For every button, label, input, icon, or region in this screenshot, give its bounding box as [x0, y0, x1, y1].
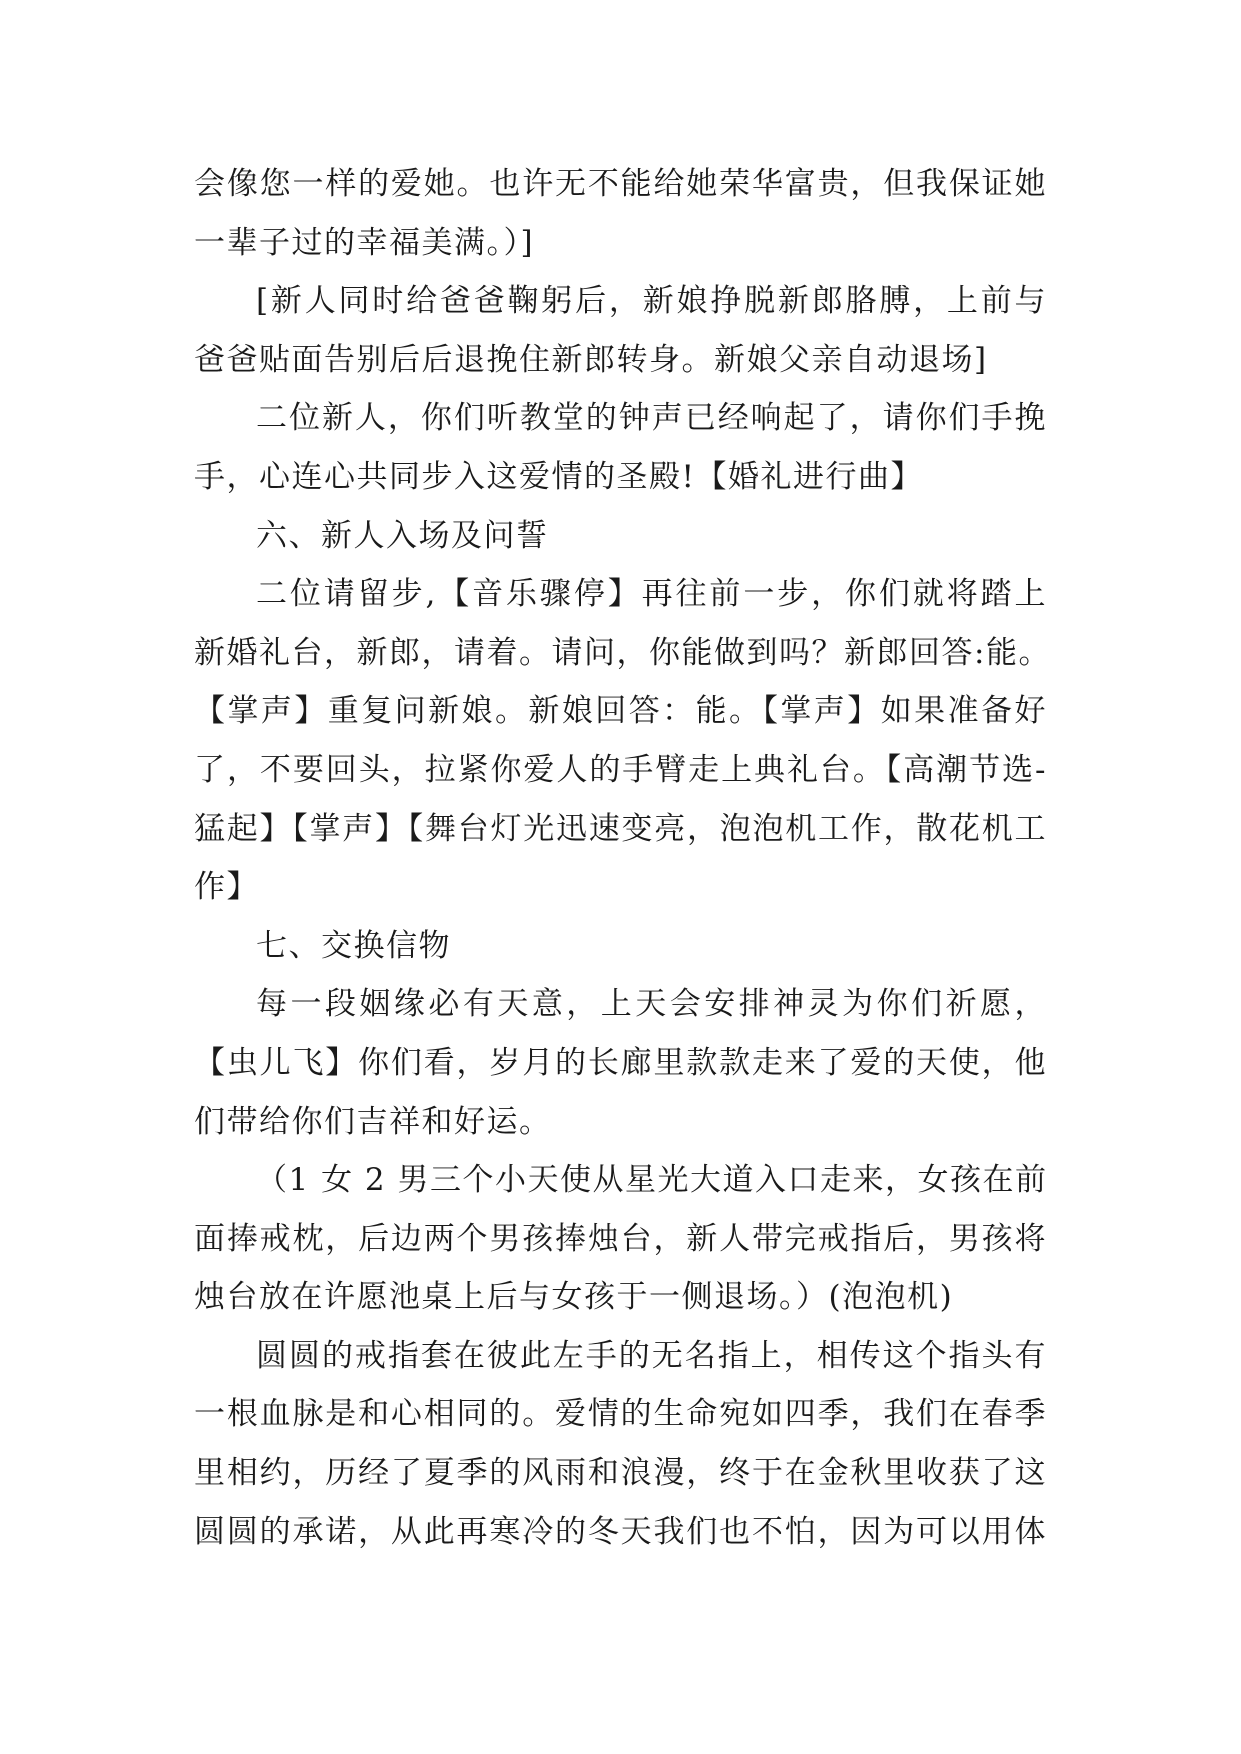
- text-line: 会像您一样的爱她。也许无不能给她荣华富贵，但我保证她: [194, 166, 1047, 202]
- text-line: 猛起】【掌声】【舞台灯光迅速变亮，泡泡机工作，散花机工: [194, 810, 1047, 847]
- text-line: 六、新人入场及问誓: [256, 517, 549, 554]
- text-line: 手，心连心共同步入这爱情的圣殿!【婚礼进行曲】: [194, 458, 923, 495]
- text-line: 们带给你们吉祥和好运。: [194, 1103, 552, 1140]
- text-line: 一根血脉是和心相同的。爱情的生命宛如四季，我们在春季: [194, 1396, 1047, 1433]
- text-line: 【掌声】重复问新娘。新娘回答：能。【掌声】如果准备好: [194, 693, 1047, 730]
- text-line: 二位请留步,【音乐骤停】再往前一步，你们就将踏上: [256, 576, 1047, 613]
- text-line: 七、交换信物: [256, 927, 451, 964]
- text-line: 圆圆的戒指套在彼此左手的无名指上，相传这个指头有: [256, 1337, 1047, 1374]
- text-line: 圆圆的承诺，从此再寒冷的冬天我们也不怕，因为可以用体: [194, 1513, 1047, 1550]
- text-line: 【虫儿飞】你们看，岁月的长廊里款款走来了爱的天使，他: [194, 1044, 1047, 1081]
- text-line: 新婚礼台，新郎，请着。请问，你能做到吗？新郎回答:能。: [194, 634, 1051, 671]
- text-line: 烛台放在许愿池桌上后与女孩于一侧退场。）(泡泡机): [194, 1279, 954, 1316]
- text-line: 面捧戒枕，后边两个男孩捧烛台，新人带完戒指后，男孩将: [194, 1220, 1047, 1257]
- text-line: [新人同时给爸爸鞠躬后，新娘挣脱新郎胳膊，上前与: [256, 283, 1047, 320]
- text-line: 二位新人，你们听教堂的钟声已经响起了，请你们手挽: [256, 400, 1047, 437]
- text-line: 一辈子过的幸福美满。）]: [194, 224, 535, 261]
- text-line: 作】: [194, 869, 259, 906]
- text-line: 里相约，历经了夏季的风雨和浪漫，终于在金秋里收获了这: [194, 1455, 1047, 1492]
- text-line: 了，不要回头，拉紧你爱人的手臂走上典礼台。【高潮节选-: [194, 751, 1047, 788]
- text-line: （1 女 2 男三个小天使从星光大道入口走来，女孩在前: [256, 1162, 1048, 1199]
- text-line: 爸爸贴面告别后后退挽住新郎转身。新娘父亲自动退场]: [194, 341, 988, 378]
- document-page: [194, 155, 1051, 1561]
- text-line: 每一段姻缘必有天意，上天会安排神灵为你们祈愿，: [256, 986, 1047, 1023]
